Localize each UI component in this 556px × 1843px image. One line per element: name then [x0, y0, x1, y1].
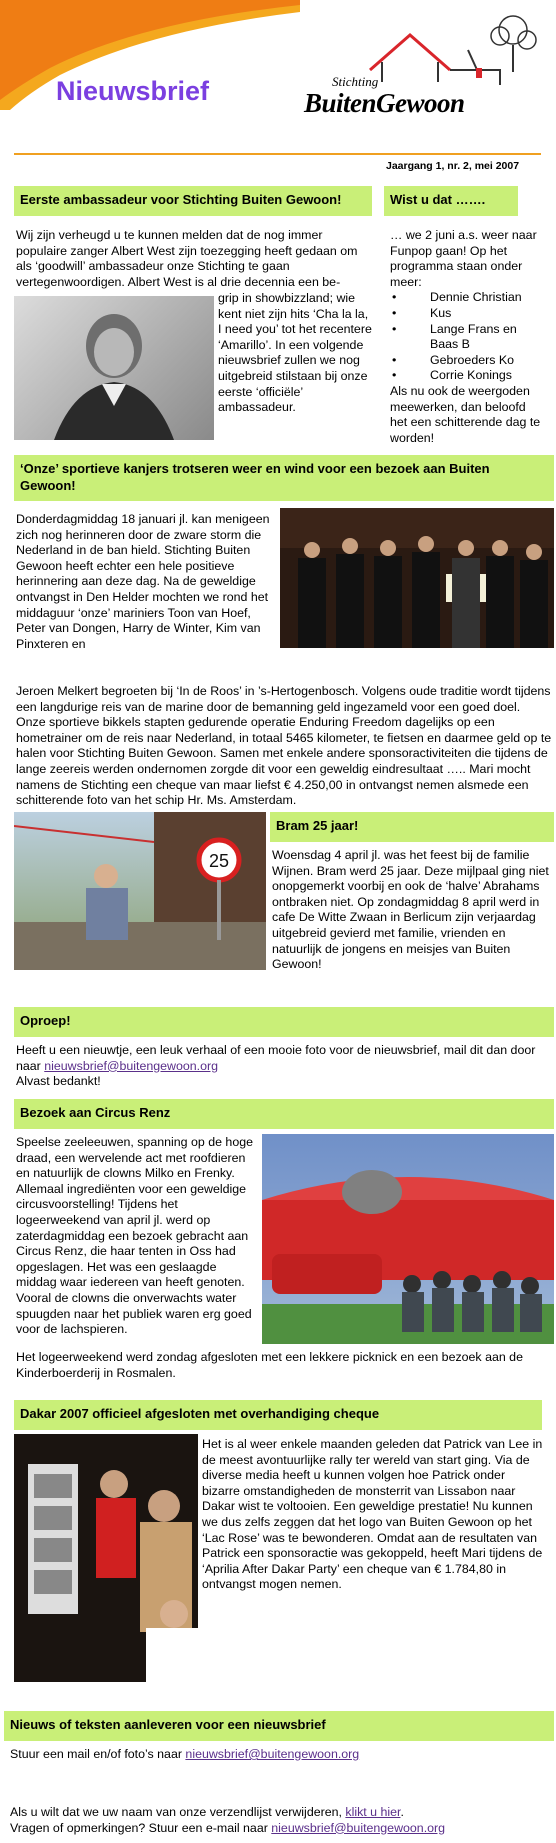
dakar-body: Het is al weer enkele maanden geleden dat Patrick van Lee in de meest avontuurlijke rally ter wereld van start ging. Via de diverse media heeft u kunnen volgen hoe Patrick onder bizarre omstandigheden de monsterrit van Lissabon naar Dakar wist te voltooien. Een geweldige prestatie! Nu kunnen we dus zelfs zeggen dat het logo van Buiten Gewoon op het ‘Lac Rose’ was te bewonderen. Omdat aan de resultaten van Patrick een sponsoractie was gekoppeld, heeft Mari tijdens de ‘Aprilia After Dakar Party’ een cheque van € 1.784,80 in ontvangst mogen nemen. — [202, 1437, 543, 1592]
list-item: • Kus — [390, 306, 542, 322]
albert-west-photo — [14, 296, 214, 440]
section-title-nieuws-aanleveren: Nieuws of teksten aanleveren voor een nieuwsbrief — [4, 1711, 554, 1741]
oproep-email-link[interactable]: nieuwsbrief@buitengewoon.org — [44, 1058, 219, 1073]
list-item: • Dennie Christian — [390, 290, 542, 306]
ambassadeur-rest: grip in showbizzland; wie kent niet zijn hits ‘Cha la la, I need you’ tot het recentere ‘Amarillo’. In een volgende nieuwsbrief zullen we nog uitgebreid stilstaan bij onze eerste ‘officiële’ ambassadeur. — [218, 291, 372, 415]
circus-photo — [262, 1134, 554, 1344]
circus-full: Het logeerweekend werd zondag afgesloten met een lekkere picknick en een bezoek aan de Kinderboerderij in Rosmalen. — [16, 1350, 523, 1380]
bram-photo — [14, 812, 266, 970]
circus-left: Speelse zeeleeuwen, spanning op de hoge draad, een wervelende act met roofdieren en natuurlijk de clowns Milko en Frenky. Allemaal ingrediënten voor een geweldige circusvoorstelling! Tijdens het logeerweekend van april jl. werd op zaterdagmiddag een bezoek gebracht aan Circus Renz, die haar tenten in Oss had opgeslagen. Het was een geslaagde middag waar iedereen van heeft genoten. Vooral de clowns die onverwachts water spuugden naar het publiek waren erg goed voor de lachspieren. — [16, 1135, 253, 1337]
aanleveren-body — [10, 1747, 550, 1763]
aanleveren-email-link[interactable]: nieuwsbrief@buitengewoon.org — [185, 1747, 360, 1761]
wist-u-dat-box — [390, 228, 542, 446]
ambassadeur-intro: Wij zijn verheugd u te kunnen melden dat de nog immer populaire zanger Albert West zijn toezegging heeft gedaan om als ‘goodwill’ ambassadeur onze Stichting te gaan vertegenwoordigen. Albert West is al drie decennia een be- — [16, 228, 358, 289]
logo-stichting: Stichting — [332, 74, 379, 89]
unsubscribe-link[interactable]: klikt u hier — [345, 1805, 401, 1819]
oproep-body — [16, 1043, 546, 1090]
header-rule — [14, 153, 541, 155]
bram-sign-text: 25 — [208, 851, 230, 871]
footer-email-link[interactable]: nieuwsbrief@buitengewoon.org — [271, 1820, 446, 1835]
mariniers-left: Donderdagmiddag 18 januari jl. kan menigeen zich nog herinneren door de zware storm die Nederland in de ban hield. Stichting Buiten Gewoon heeft echter een hele positieve herinnering aan deze dag. Na de geweldige ontvangst in Den Helder mochten we rond het middaguur ‘onze’ mariniers Toon van Hoef, Peter van Dongen, Harry de Winter, Kim van Pinxteren en — [16, 512, 270, 651]
artist-list — [390, 290, 542, 384]
footer-unsubscribe-text: Als u wilt dat we uw naam van onze verzendlijst verwijderen, — [10, 1805, 346, 1819]
aanleveren-text: Stuur een mail en/of foto’s naar — [10, 1747, 186, 1761]
dakar-photo — [14, 1434, 198, 1682]
section-title-mariniers: ‘Onze’ sportieve kanjers trotseren weer en wind voor een bezoek aan Buiten Gewoon! — [14, 455, 554, 501]
logo-name: BuitenGewoon — [304, 88, 465, 118]
mariniers-photo — [280, 508, 554, 648]
section-title-oproep: Oproep! — [14, 1007, 554, 1037]
oproep-text: Heeft u een nieuwtje, een leuk verhaal of een mooie foto voor de nieuwsbrief, mail dit dan door naar — [16, 1043, 536, 1073]
section-title-bram: Bram 25 jaar! — [270, 812, 554, 842]
wist-outro: Als nu ook de weergoden meewerken, dan beloofd het een schitterende dag te worden! — [390, 383, 541, 445]
section-title-circus: Bezoek aan Circus Renz — [14, 1099, 554, 1129]
bram-body: Woensdag 4 april jl. was het feest bij de familie Wijnen. Bram werd 25 jaar. Deze mijlpaal ging niet onopgemerkt voorbij en ook de ‘halve’ Abrahams ontbraken niet. Op zondagmiddag 8 april werd in cafe De Witte Zwaan in Berlicum zijn verjaardag uitgebreid gevierd met familie, vrienden en natuurlijk de jongens en meisjes van Buiten Gewoon! — [272, 848, 549, 972]
oproep-end: Alvast bedankt! — [16, 1074, 101, 1089]
list-item: • Lange Frans en Baas B — [390, 322, 542, 353]
edition-info: Jaargang 1, nr. 2, mei 2007 — [386, 160, 520, 172]
footer-questions-text: Vragen of opmerkingen? Stuur een e-mail naar — [10, 1820, 272, 1835]
mariniers-full: Jeroen Melkert begroeten bij ‘In de Roos’ in ’s-Hertogenbosch. Volgens oude traditie wordt tijdens een langdurige reis van de marine door de bemanning geld ingezameld voor een goed doel. Onze sportieve bikkels stapten gedurende operatie Enduring Freedom dagelijks op een hometrainer om de reis naar Nederland, in totaal 5465 kilometer, te fietsen en daarmee geld op te halen voor Stichting Buiten Gewoon. Samen met enkele andere sponsoractiviteiten die tijdens de lange zeereis werden ondernomen zorgde dit voor een geweldig eindresultaat ….. Mari mocht namens de Stichting een cheque van maar liefst € 4.250,00 in ontvangst nemen alsmede een schitterende foto van het schip Hr. Ms. Amsterdam. — [16, 684, 552, 808]
section-title-wist-u-dat: Wist u dat ……. — [384, 186, 518, 216]
footer: Als u wilt dat we uw naam van onze verzendlijst verwijderen, klikt u hier. Vragen of opmerkingen? Stuur een e-mail naar nieuwsbrief@buitengewoon.org — [10, 1805, 446, 1835]
logo — [300, 10, 550, 140]
section-title-ambassadeur: Eerste ambassadeur voor Stichting Buiten Gewoon! — [14, 186, 372, 216]
section-title-dakar: Dakar 2007 officieel afgesloten met overhandiging cheque — [14, 1400, 542, 1430]
newsletter-title: Nieuwsbrief — [56, 76, 210, 106]
list-item: • Corrie Konings — [390, 368, 542, 384]
wist-intro: … we 2 juni a.s. weer naar Funpop gaan! Op het programma staan onder meer: — [390, 228, 537, 289]
list-item: • Gebroeders Ko — [390, 353, 542, 369]
